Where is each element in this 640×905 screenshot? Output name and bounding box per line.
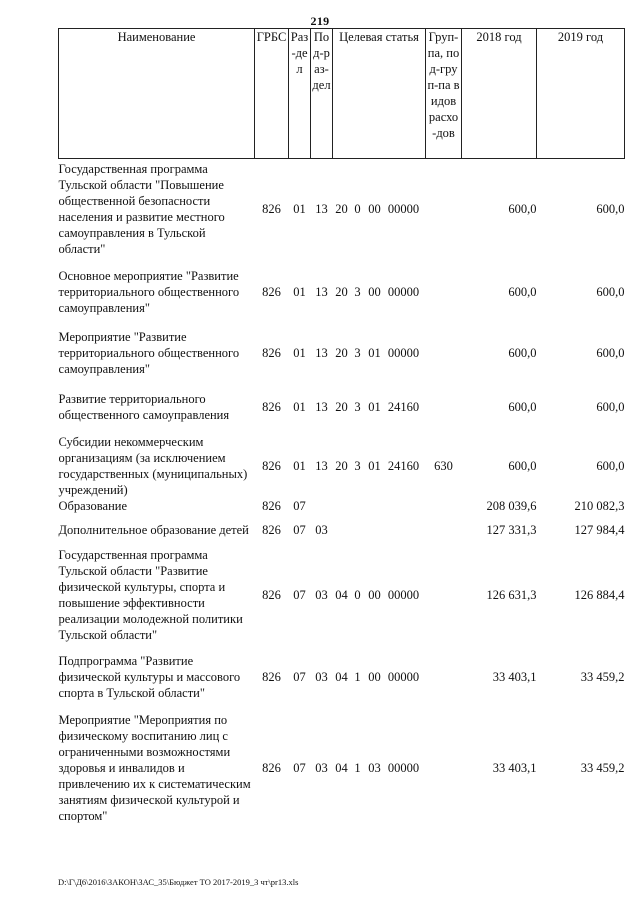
table-row	[59, 159, 625, 259]
target-article-part: 20	[335, 458, 348, 473]
header-name: Наименование	[59, 29, 255, 159]
row-name: Государственная программа Тульской области "Развитие физической культуры, спорта и повышение эффективности реализации молодежной политики Тульской области"	[58, 547, 243, 642]
target-article-part: 1	[354, 760, 361, 775]
target-article-part: 24160	[387, 458, 420, 473]
row-target-article	[333, 711, 426, 825]
row-vid	[426, 325, 462, 381]
row-name: Подпрограмма "Развитие физической культуры и массового спорта в Тульской области"	[58, 653, 241, 700]
header-vid: Груп-па, под-груп-па видов расхо-дов	[426, 29, 462, 159]
row-vid	[426, 711, 462, 825]
row-2019: 210 082,3	[574, 498, 625, 513]
table-row	[59, 325, 625, 381]
row-target-article	[333, 434, 426, 498]
target-article-part: 00000	[387, 760, 420, 775]
row-target-article	[333, 159, 426, 259]
header-year2: 2019 год	[537, 29, 625, 159]
target-article-part: 00000	[387, 284, 420, 299]
row-podrazdel	[311, 498, 333, 514]
header-target: Целевая статья	[333, 29, 426, 159]
row-vid	[426, 547, 462, 643]
target-article-part: 20	[335, 284, 348, 299]
target-article-part: 00	[368, 201, 381, 216]
target-article-part: 3	[354, 458, 361, 473]
row-target-article	[333, 643, 426, 711]
row-grbs: 826	[262, 400, 281, 414]
row-razdel: 01	[293, 400, 306, 414]
target-article-part: 00000	[387, 587, 420, 602]
row-2018: 600,0	[508, 201, 537, 216]
row-grbs: 826	[262, 523, 281, 537]
target-article-part: 20	[335, 201, 348, 216]
row-2018: 33 403,1	[492, 760, 537, 775]
row-grbs: 826	[262, 345, 281, 360]
row-name: Развитие территориального общественного самоуправления	[58, 392, 230, 422]
target-article-part: 00	[368, 284, 381, 299]
row-2018: 126 631,3	[486, 587, 537, 602]
target-article-part: 20	[335, 345, 348, 360]
target-article-part: 0	[354, 201, 361, 216]
row-podrazdel: 13	[315, 345, 328, 360]
row-razdel: 07	[293, 498, 306, 513]
row-razdel: 07	[293, 760, 306, 775]
row-vid	[426, 643, 462, 711]
row-razdel: 07	[293, 587, 306, 602]
target-article-part: 01	[368, 458, 381, 473]
target-article-part: 00	[368, 669, 381, 684]
row-podrazdel: 13	[315, 201, 328, 216]
row-razdel: 01	[293, 458, 306, 473]
row-grbs: 826	[262, 587, 281, 602]
target-article-part: 04	[335, 587, 348, 602]
row-vid	[426, 498, 462, 514]
header-podrazdel: Под-раз-дел	[311, 29, 333, 159]
row-podrazdel: 13	[315, 400, 328, 414]
table-row	[59, 711, 625, 825]
target-article-part: 00	[368, 587, 381, 602]
row-2019: 600,0	[596, 345, 625, 360]
row-name: Субсидии некоммерческим организациям (за исключением государственных (муниципальных) учреждений)	[58, 434, 248, 497]
row-podrazdel: 13	[315, 458, 328, 473]
row-2018: 600,0	[508, 400, 537, 414]
row-podrazdel: 03	[315, 523, 328, 537]
row-razdel: 01	[293, 284, 306, 299]
row-2018: 127 331,3	[486, 523, 537, 537]
header-grbs: ГРБС	[255, 29, 289, 159]
row-podrazdel: 13	[315, 284, 328, 299]
row-razdel: 07	[293, 669, 306, 684]
row-2019: 33 459,2	[580, 760, 625, 775]
row-vid: 630	[434, 458, 453, 473]
row-target-article	[333, 259, 426, 325]
row-target-article	[333, 381, 426, 434]
row-name: Основное мероприятие "Развитие территориального общественного самоуправления"	[58, 268, 240, 315]
target-article-part: 3	[354, 345, 361, 360]
row-podrazdel: 03	[315, 669, 328, 684]
target-article-part: 1	[354, 669, 361, 684]
row-grbs: 826	[262, 498, 281, 513]
table-body	[59, 159, 625, 825]
row-2019: 600,0	[596, 201, 625, 216]
row-vid	[426, 381, 462, 434]
row-2018: 600,0	[508, 458, 537, 473]
target-article-part: 01	[368, 400, 381, 414]
row-2018: 33 403,1	[492, 669, 537, 684]
row-grbs: 826	[262, 760, 281, 775]
row-grbs: 826	[262, 669, 281, 684]
row-2019: 126 884,4	[574, 587, 625, 602]
table-row	[59, 498, 625, 514]
row-name: Образование	[58, 498, 128, 513]
target-article-part: 00000	[387, 201, 420, 216]
target-article-part: 24160	[387, 400, 420, 414]
row-grbs: 826	[262, 201, 281, 216]
target-article-part: 20	[335, 400, 348, 414]
row-2019: 600,0	[596, 458, 625, 473]
target-article-part: 04	[335, 760, 348, 775]
target-article-part: 3	[354, 284, 361, 299]
row-2019: 600,0	[596, 400, 625, 414]
table-row	[59, 643, 625, 711]
row-podrazdel: 03	[315, 587, 328, 602]
target-article-part: 00000	[387, 669, 420, 684]
row-2018: 600,0	[508, 345, 537, 360]
row-2019: 600,0	[596, 284, 625, 299]
row-target-article	[333, 547, 426, 643]
table-row	[59, 259, 625, 325]
row-name: Дополнительное образование детей	[58, 523, 249, 537]
row-podrazdel: 03	[315, 760, 328, 775]
row-2018: 208 039,6	[486, 498, 537, 513]
row-name: Мероприятие "Развитие территориального общественного самоуправления"	[58, 329, 240, 376]
row-name: Мероприятие "Мероприятия по физическому воспитанию лиц с ограниченными возможностями здоровья и инвалидов и привлечению их к систематическим занятиям физической культурой и спортом"	[58, 712, 251, 823]
row-vid	[426, 259, 462, 325]
table-row	[59, 434, 625, 498]
header-year1: 2018 год	[462, 29, 537, 159]
row-grbs: 826	[262, 284, 281, 299]
target-article-part: 00000	[387, 345, 420, 360]
row-2019: 127 984,4	[574, 523, 625, 537]
target-article-part: 01	[368, 345, 381, 360]
row-name: Государственная программа Тульской области "Повышение общественной безопасности населения и развитие местного самоуправления в Тульской области"	[58, 161, 225, 256]
target-article-part: 04	[335, 669, 348, 684]
row-2018: 600,0	[508, 284, 537, 299]
row-grbs: 826	[262, 458, 281, 473]
row-vid	[426, 514, 462, 547]
row-target-article	[333, 325, 426, 381]
row-vid	[426, 159, 462, 259]
table-row	[59, 381, 625, 434]
target-article-part: 03	[368, 760, 381, 775]
table-row	[59, 547, 625, 643]
row-razdel: 07	[293, 523, 306, 537]
target-article-part: 0	[354, 587, 361, 602]
row-target-article	[333, 514, 426, 547]
row-target-article	[333, 498, 426, 514]
table-header-row	[59, 29, 625, 159]
target-article-part: 3	[354, 400, 361, 414]
row-razdel: 01	[293, 201, 306, 216]
row-2019: 33 459,2	[580, 669, 625, 684]
budget-table	[58, 28, 625, 825]
page-number: 219	[310, 14, 330, 28]
file-path-footer: D:\Г\Д6\2016\ЗАКОН\ЗАС_35\Бюджет ТО 2017-2019_3 чт\pr13.xls	[58, 877, 299, 887]
header-razdel: Раз-дел	[289, 29, 311, 159]
row-razdel: 01	[293, 345, 306, 360]
table-row	[59, 514, 625, 547]
